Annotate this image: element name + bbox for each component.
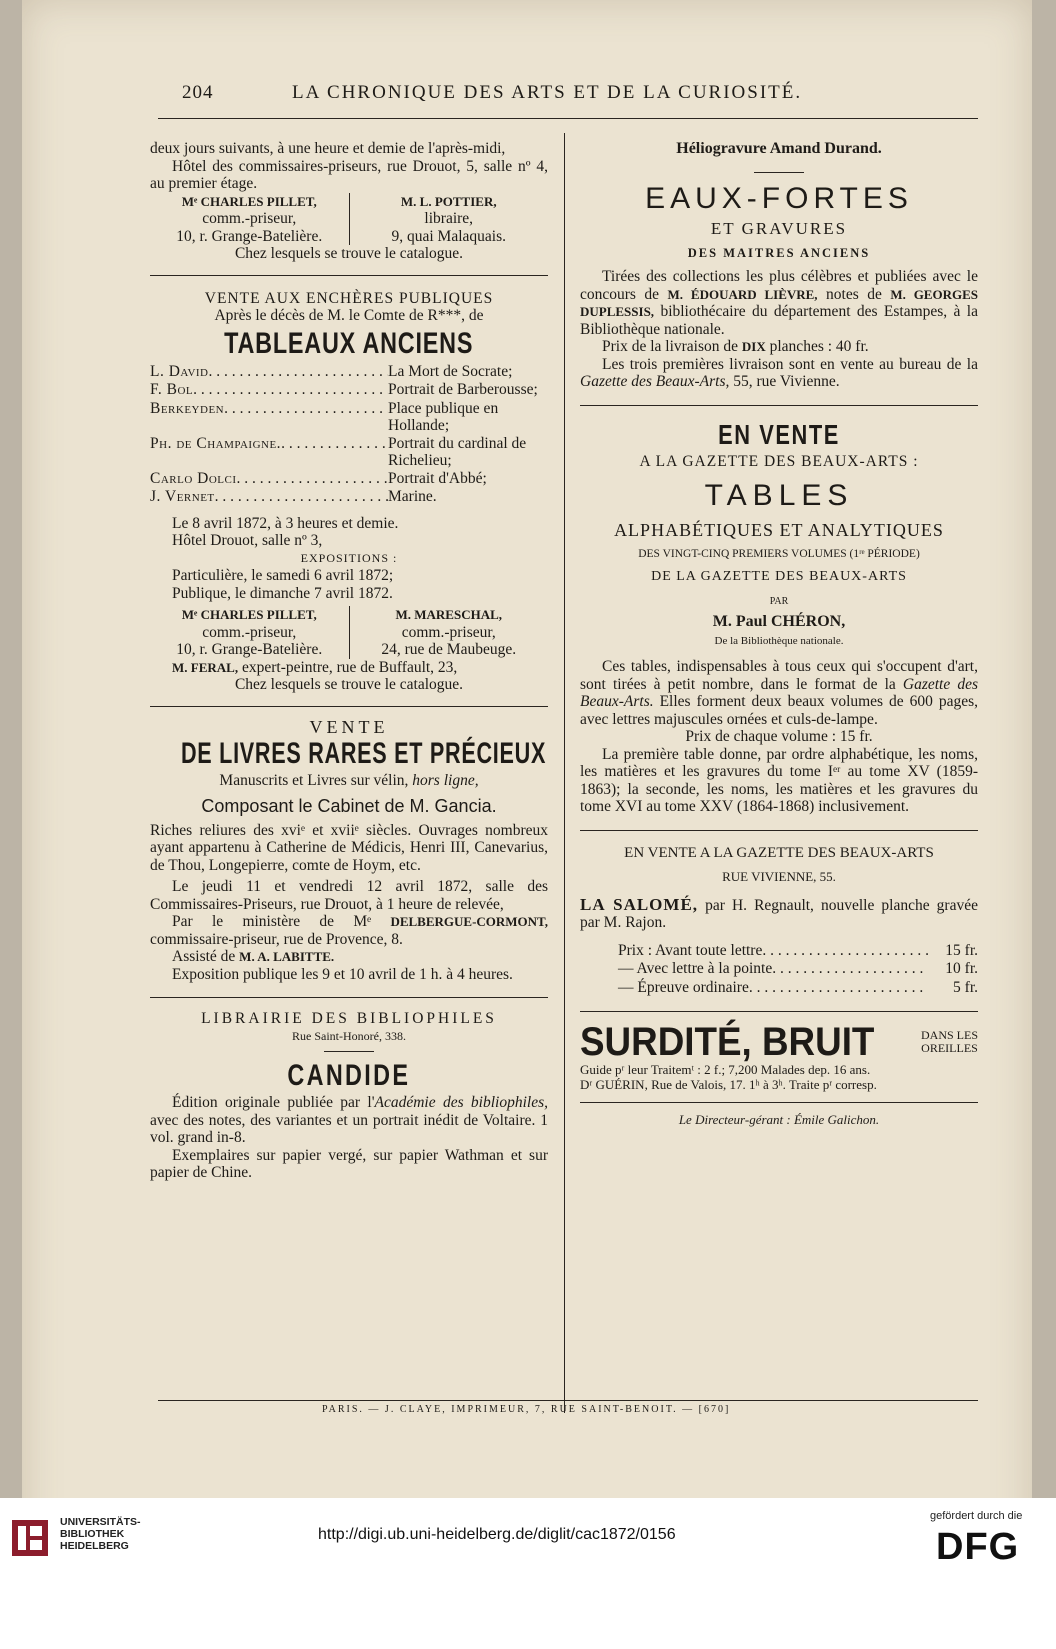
tables-price: Prix de chaque volume : 15 fr. (685, 728, 873, 745)
artwork-item: L. David . . . La Mort de Socrate; (150, 363, 548, 382)
cabinet-line: Composant le Cabinet de M. Gancia. (201, 795, 497, 816)
director-line: Le Directeur-gérant : Émile Galichon. (678, 1112, 880, 1127)
candide-ad (150, 1010, 548, 1182)
eaux-fortes-ad (580, 181, 978, 391)
vente-heading: VENTE (309, 716, 389, 737)
intro-notice (150, 140, 548, 263)
right-column (580, 140, 978, 1129)
livres-paragraph: Par le ministère de Mᵉ DELBERGUE-CORMONT, commissaire-priseur, rue de Provence, 8. (150, 913, 549, 948)
price-row: — Épreuve ordinaire . . . 5 fr. (618, 979, 978, 998)
intro-line-2: Hôtel des commissaires-priseurs, rue Drouot, 5, salle nº 4, au premier étage. (150, 157, 548, 192)
section-rule (150, 706, 548, 707)
auction-subheading: Après le décès de M. le Comte de R***, de (214, 307, 484, 324)
surdite-title: SURDITÉ, BRUIT (580, 1020, 875, 1064)
librairie-heading: LIBRAIRIE DES BIBLIOPHILES (201, 1010, 497, 1027)
auctioneer-role: comm.-priseur, (401, 623, 496, 641)
section-rule (580, 830, 978, 831)
eaux-fortes-title: EAUX-FORTES (645, 181, 913, 215)
livres-title: DE LIVRES RARES ET PRÉCIEUX (180, 737, 547, 770)
auctioneer-address: 24, rue de Maubeuge. (381, 641, 517, 658)
artwork-item: J. Vernet . . . Marine. (150, 488, 548, 507)
price-row: — Avec lettre à la pointe . . . 10 fr. (618, 960, 978, 979)
catalog-note: Chez lesquels se trouve le catalogue. (234, 676, 464, 693)
tables-volumes: DES VINGT-CINQ PREMIERS VOLUMES (1ʳᵉ PÉRIODE) (638, 548, 920, 560)
auction-date: Le 8 avril 1872, à 3 heures et demie. (172, 514, 399, 532)
short-rule (324, 1051, 374, 1052)
salome-description: LA SALOMÉ, par H. Regnault, nouvelle planche gravée par M. Rajon. (580, 894, 978, 931)
candide-title: CANDIDE (287, 1059, 411, 1092)
funding-caption: gefördert durch die (930, 1510, 1023, 1522)
running-title: LA CHRONIQUE DES ARTS ET DE LA CURIOSITÉ. (292, 82, 803, 103)
tables-ad (580, 418, 978, 816)
price-row: Prix : Avant toute lettre . . . 15 fr. (618, 942, 978, 961)
surdite-line: Guide pʳ leur Traitemᵗ : 2 f.; 7,200 Malades dep. 16 ans. (580, 1062, 871, 1077)
artwork-list (150, 363, 548, 507)
surdite-line: Dʳ GUÉRIN, Rue de Valois, 17. 1ʰ à 3ʰ. Traite pʳ corresp. (580, 1077, 877, 1092)
exposition-public: Publique, le dimanche 7 avril 1872. (172, 584, 393, 602)
auctioneers-block (150, 606, 548, 659)
university-library-logo-icon (10, 1518, 50, 1558)
dfg-logo: DFG (936, 1526, 1020, 1568)
section-rule (580, 1011, 978, 1012)
tables-paragraph: Ces tables, indispensables à tous ceux qui s'occupent d'art, sont tirées à petit nombre, dans le format de la Gazette des Beaux-Arts. Elles forment deux beaux volumes de 600 pages, avec lettres majuscules ornées et culs-de-lampe. (580, 658, 978, 728)
header-rule (158, 118, 978, 119)
eaux-paragraph: Prix de la livraison de DIX planches : 40 fr. (602, 338, 869, 355)
eaux-paragraph: Les trois premières livraison sont en vente au bureau de la Gazette des Beaux-Arts, 55, rue Vivienne. (580, 355, 978, 390)
livres-paragraph: Le jeudi 11 et vendredi 12 avril 1872, salle des Commissaires-Priseurs, rue Drouot, à 1 heure de relevée, (150, 878, 548, 913)
tables-author: M. Paul CHÉRON, (712, 612, 846, 630)
page-number: 204 (182, 82, 214, 103)
livres-paragraph: Exposition publique les 9 et 10 avril de 1 h. à 4 heures. (172, 965, 513, 983)
en-vente-title: EN VENTE (718, 418, 840, 450)
tables-subtitle: ALPHABÉTIQUES ET ANALYTIQUES (614, 520, 944, 540)
tables-gazette-line: A LA GAZETTE DES BEAUX-ARTS : (639, 452, 919, 470)
auctioneer-name: Mᵉ CHARLES PILLET, (181, 607, 317, 622)
auctioneer-name: Mᵉ CHARLES PILLET, (181, 193, 317, 209)
expert-line: M. FERAL, expert-peintre, rue de Buffault, 23, (172, 658, 458, 676)
digitization-band (0, 1498, 1056, 1649)
eaux-fortes-subtitle: ET GRAVURES (710, 218, 848, 238)
candide-paragraph: Édition originale publiée par l'Académie des bibliophiles, avec des notes, des variantes et un portrait inédit de Voltaire. 1 vol. grand in-8. (150, 1094, 548, 1146)
catalog-note: Chez lesquels se trouve le catalogue. (234, 245, 464, 262)
librairie-address: Rue Saint-Honoré, 338. (292, 1028, 406, 1043)
section-rule (580, 1102, 978, 1103)
eaux-fortes-subtitle-2: DES MAITRES ANCIENS (687, 245, 871, 260)
short-rule (754, 172, 804, 173)
artwork-item: F. Bol . . . Portrait de Barberousse; (150, 381, 548, 400)
column-divider (564, 133, 565, 1413)
candide-paragraph: Exemplaires sur papier vergé, sur papier Wathman et sur papier de Chine. (150, 1146, 548, 1181)
bookseller-name: M. L. POTTIER, (400, 193, 497, 209)
artwork-item: Ph. de Champaigne. . . . Portrait du cardinal de Richelieu; (150, 435, 548, 470)
exposition-private: Particulière, le samedi 6 avril 1872; (172, 567, 394, 584)
salome-heading: EN VENTE A LA GAZETTE DES BEAUX-ARTS (624, 844, 934, 861)
source-url[interactable]: http://digi.ub.uni-heidelberg.de/diglit/cac1872/0156 (318, 1526, 676, 1543)
tableaux-title: TABLEAUX ANCIENS (224, 326, 474, 360)
auctioneer-role: comm.-priseur, (202, 623, 297, 641)
auction-place: Hôtel Drouot, salle nº 3, (172, 532, 323, 549)
artwork-item: Berkeyden . . . Place publique en Hollande; (150, 400, 548, 435)
livres-paragraph: Assisté de M. A. LABITTE. (172, 948, 335, 965)
artwork-item: Carlo Dolci . . . Portrait d'Abbé; (150, 470, 548, 489)
tables-gazette: DE LA GAZETTE DES BEAUX-ARTS (651, 568, 907, 584)
section-rule (150, 997, 548, 998)
heliogravure-line: Héliogravure Amand Durand. (676, 140, 882, 157)
livres-subtitle: Manuscrits et Livres sur vélin, hors ligne, (219, 772, 479, 789)
surdite-side: DANS LES OREILLES (920, 1028, 978, 1055)
intro-line-1: deux jours suivants, à une heure et demie de l'après-midi, (150, 140, 506, 157)
bookseller-role: libraire, (424, 210, 474, 227)
livres-paragraph: Riches reliures des xviᵉ et xviiᵉ siècles. Ouvrages nombreux ayant appartenu à Catherine de Médicis, Henri III, Canevarius, de Thou, Longepierre, comte de Hoym, etc. (150, 821, 548, 874)
auctioneers-block (150, 193, 548, 246)
section-rule (150, 275, 548, 276)
section-rule (580, 405, 978, 406)
printer-footer: PARIS. — J. CLAYE, IMPRIMEUR, 7, RUE SAINT-BENOIT. — [670] (322, 1404, 731, 1415)
salome-street: RUE VIVIENNE, 55. (722, 869, 836, 884)
tables-affiliation: De la Bibliothèque nationale. (714, 634, 844, 647)
footer-rule (158, 1400, 978, 1401)
surdite-ad (580, 1022, 978, 1092)
livres-rares-ad (150, 716, 549, 984)
auctioneer-address: 10, r. Grange-Batelière. (176, 641, 323, 658)
auctioneer-name: M. MARESCHAL, (395, 607, 503, 622)
auction-heading: VENTE AUX ENCHÈRES PUBLIQUES (204, 289, 494, 307)
tables-par: PAR (769, 596, 789, 607)
tables-title: TABLES (704, 479, 854, 512)
left-column (150, 140, 548, 1182)
eaux-paragraph: Tirées des collections les plus célèbres et publiées avec le concours de M. ÉDOUARD LIÈVRE, notes de M. GEORGES DUPLESSIS, bibliothécaire du département des Estampes, à la Bibliothèque nationale. (580, 268, 978, 338)
auctioneer-role: comm.-priseur, (202, 210, 297, 227)
expositions-heading: EXPOSITIONS : (300, 550, 398, 565)
library-name: UNIVERSITÄTS- BIBLIOTHEK HEIDELBERG (60, 1516, 141, 1552)
tables-paragraph: La première table donne, par ordre alphabétique, les noms, les matières et les gravures du tome Iᵉʳ au tome XV (1859-1863); la seconde, les noms, les matières et les gravures du tome XVI au tome XXV (1864-1868) inclusivement. (580, 745, 978, 815)
bookseller-address: 9, quai Malaquais. (391, 227, 506, 245)
salome-prices (618, 942, 978, 998)
tableaux-anciens-ad (150, 290, 548, 694)
auctioneer-address: 10, r. Grange-Batelière. (176, 227, 323, 245)
newspaper-page (22, 0, 1032, 1570)
salome-ad (580, 845, 978, 998)
